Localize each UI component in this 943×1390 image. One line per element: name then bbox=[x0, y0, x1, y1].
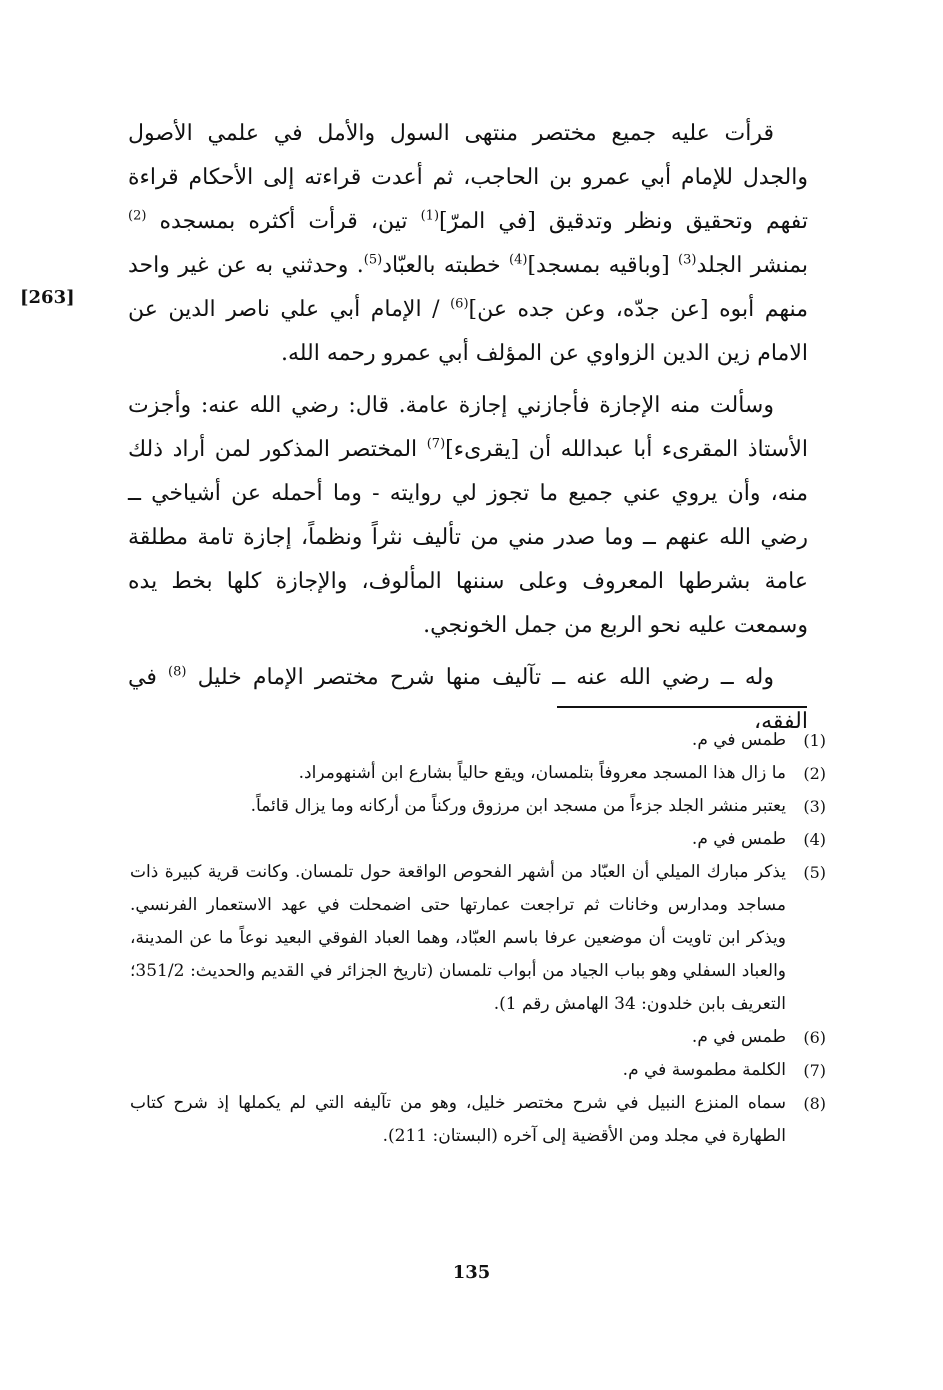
footnote-marker: (6) bbox=[450, 296, 469, 312]
footnote-item bbox=[130, 724, 826, 757]
page-number: 135 bbox=[452, 1262, 491, 1283]
body-text-run: في الفقه، bbox=[128, 665, 808, 734]
footnote-number: (5) bbox=[803, 863, 826, 882]
footnote-text: طمس في م. bbox=[691, 829, 786, 849]
footnote-marker: (5) bbox=[363, 252, 383, 268]
footnote-text: طمس في م. bbox=[691, 1027, 786, 1047]
footnote-item bbox=[130, 823, 826, 856]
margin-reference: [263] bbox=[20, 287, 75, 308]
footnote-marker: (7) bbox=[426, 436, 446, 452]
footnote-item bbox=[130, 856, 826, 1021]
footnote-item bbox=[130, 1021, 826, 1054]
footnote-marker: (4) bbox=[509, 252, 528, 268]
footnote-item bbox=[130, 1087, 826, 1153]
footnotes bbox=[130, 724, 826, 1153]
body-text-run: تين، قرأت أكثره بمسجده bbox=[146, 209, 421, 234]
footnote-text: الكلمة مطموسة في م. bbox=[622, 1060, 786, 1080]
body-paragraph bbox=[128, 112, 808, 376]
footnote-marker: (8) bbox=[168, 664, 187, 680]
footnote-number: (7) bbox=[803, 1061, 826, 1080]
footnote-number: (6) bbox=[803, 1028, 826, 1047]
body-text-run: / الإمام أبي علي ناصر الدين عن الامام زين الدين الزواوي عن المؤلف أبي عمرو رحمه الله. bbox=[128, 297, 808, 366]
body-text-run: وله ــ رضي الله عنه ــ تآليف منها شرح مختصر الإمام خليل bbox=[186, 665, 774, 690]
footnote-item bbox=[130, 757, 826, 790]
body-text-run: [وباقيه بمسجد] bbox=[527, 253, 679, 278]
footnote-divider bbox=[557, 706, 807, 708]
footnote-marker: (1) bbox=[420, 208, 440, 224]
body-paragraph bbox=[128, 384, 808, 648]
footnote-number: (2) bbox=[803, 764, 826, 783]
body-text-run: خطبته بالعبّاد bbox=[382, 253, 510, 278]
footnote-text: طمس في م. bbox=[691, 730, 786, 750]
footnote-text: يذكر مبارك الميلي أن العبّاد من أشهر الفحوص الواقعة حول تلمسان. وكانت قرية كبيرة ذات مساجد ومدارس وخانات ثم تراجعت عمارتها حتى اضمحلت في عهد الاستعمار الفرنسي. ويذكر ابن تاويت أن موضعين عرفا باسم العبّاد، وهما العباد الفوقي البعيد نوعاً ما عن المدينة، والعباد السفلي وهو بباب الجياد من أبواب تلمسان (تاريخ الجزائر في القديم والحديث: 351/2؛ التعريف بابن خلدون: 34 الهامش رقم 1). bbox=[130, 862, 786, 1014]
footnote-text: سماه المنزع النبيل في شرح مختصر خليل، وهو من تآليفه التي لم يكملها إذ شرح كتاب الطهارة في مجلد ومن الأقضية إلى آخره (البستان: 211). bbox=[130, 1093, 786, 1146]
footnote-text: ما زال هذا المسجد معروفاً بتلمسان، ويقع حالياً بشارع ابن أشنهومراد. bbox=[298, 763, 786, 783]
body-text-run: قرأت عليه جميع مختصر منتهى السول والأمل في علمي الأصول والجدل للإمام أبي عمرو بن الحاجب، ثم أعدت قراءته إلى الأحكام قراءة تفهم وتحقيق ونظر وتدقيق [في المرّ] bbox=[128, 121, 808, 234]
footnote-item bbox=[130, 1054, 826, 1087]
body-text-run: . وحدثني به عن غير واحد منهم أبوه [عن جدّه، وعن جده عن] bbox=[128, 253, 808, 322]
main-text bbox=[128, 112, 808, 744]
body-text-run: المختصر المذكور لمن أراد ذلك منه، وأن يروي عني جميع ما تجوز لي روايته - وما أحمله عن أشياخي ــ رضي الله عنهم ــ وما صدر مني من تأليف نثراً ونظماً، إجازة تامة مطلقة عامة بشرطها المعروف وعلى سننها المألوف، والإجازة كلها بخط يده وسمعت عليه نحو الربع من جمل الخونجي. bbox=[128, 437, 808, 638]
footnote-marker: (2) bbox=[128, 208, 147, 224]
footnote-number: (4) bbox=[803, 830, 826, 849]
footnote-number: (1) bbox=[803, 731, 826, 750]
footnote-number: (3) bbox=[803, 797, 826, 816]
footnote-number: (8) bbox=[803, 1094, 826, 1113]
footnote-text: يعتبر منشر الجلد جزءاً من مسجد ابن مرزوق وركناً من أركانه وما يزال قائماً. bbox=[250, 796, 786, 816]
footnote-item bbox=[130, 790, 826, 823]
footnote-marker: (3) bbox=[678, 252, 697, 268]
body-text-run: بمنشر الجلد bbox=[696, 253, 808, 278]
body-text-run: وسألت منه الإجازة فأجازني إجازة عامة. قال: رضي الله عنه: وأجزت الأستاذ المقرىء أبا عبدالله أن [يقرىء] bbox=[128, 393, 808, 462]
